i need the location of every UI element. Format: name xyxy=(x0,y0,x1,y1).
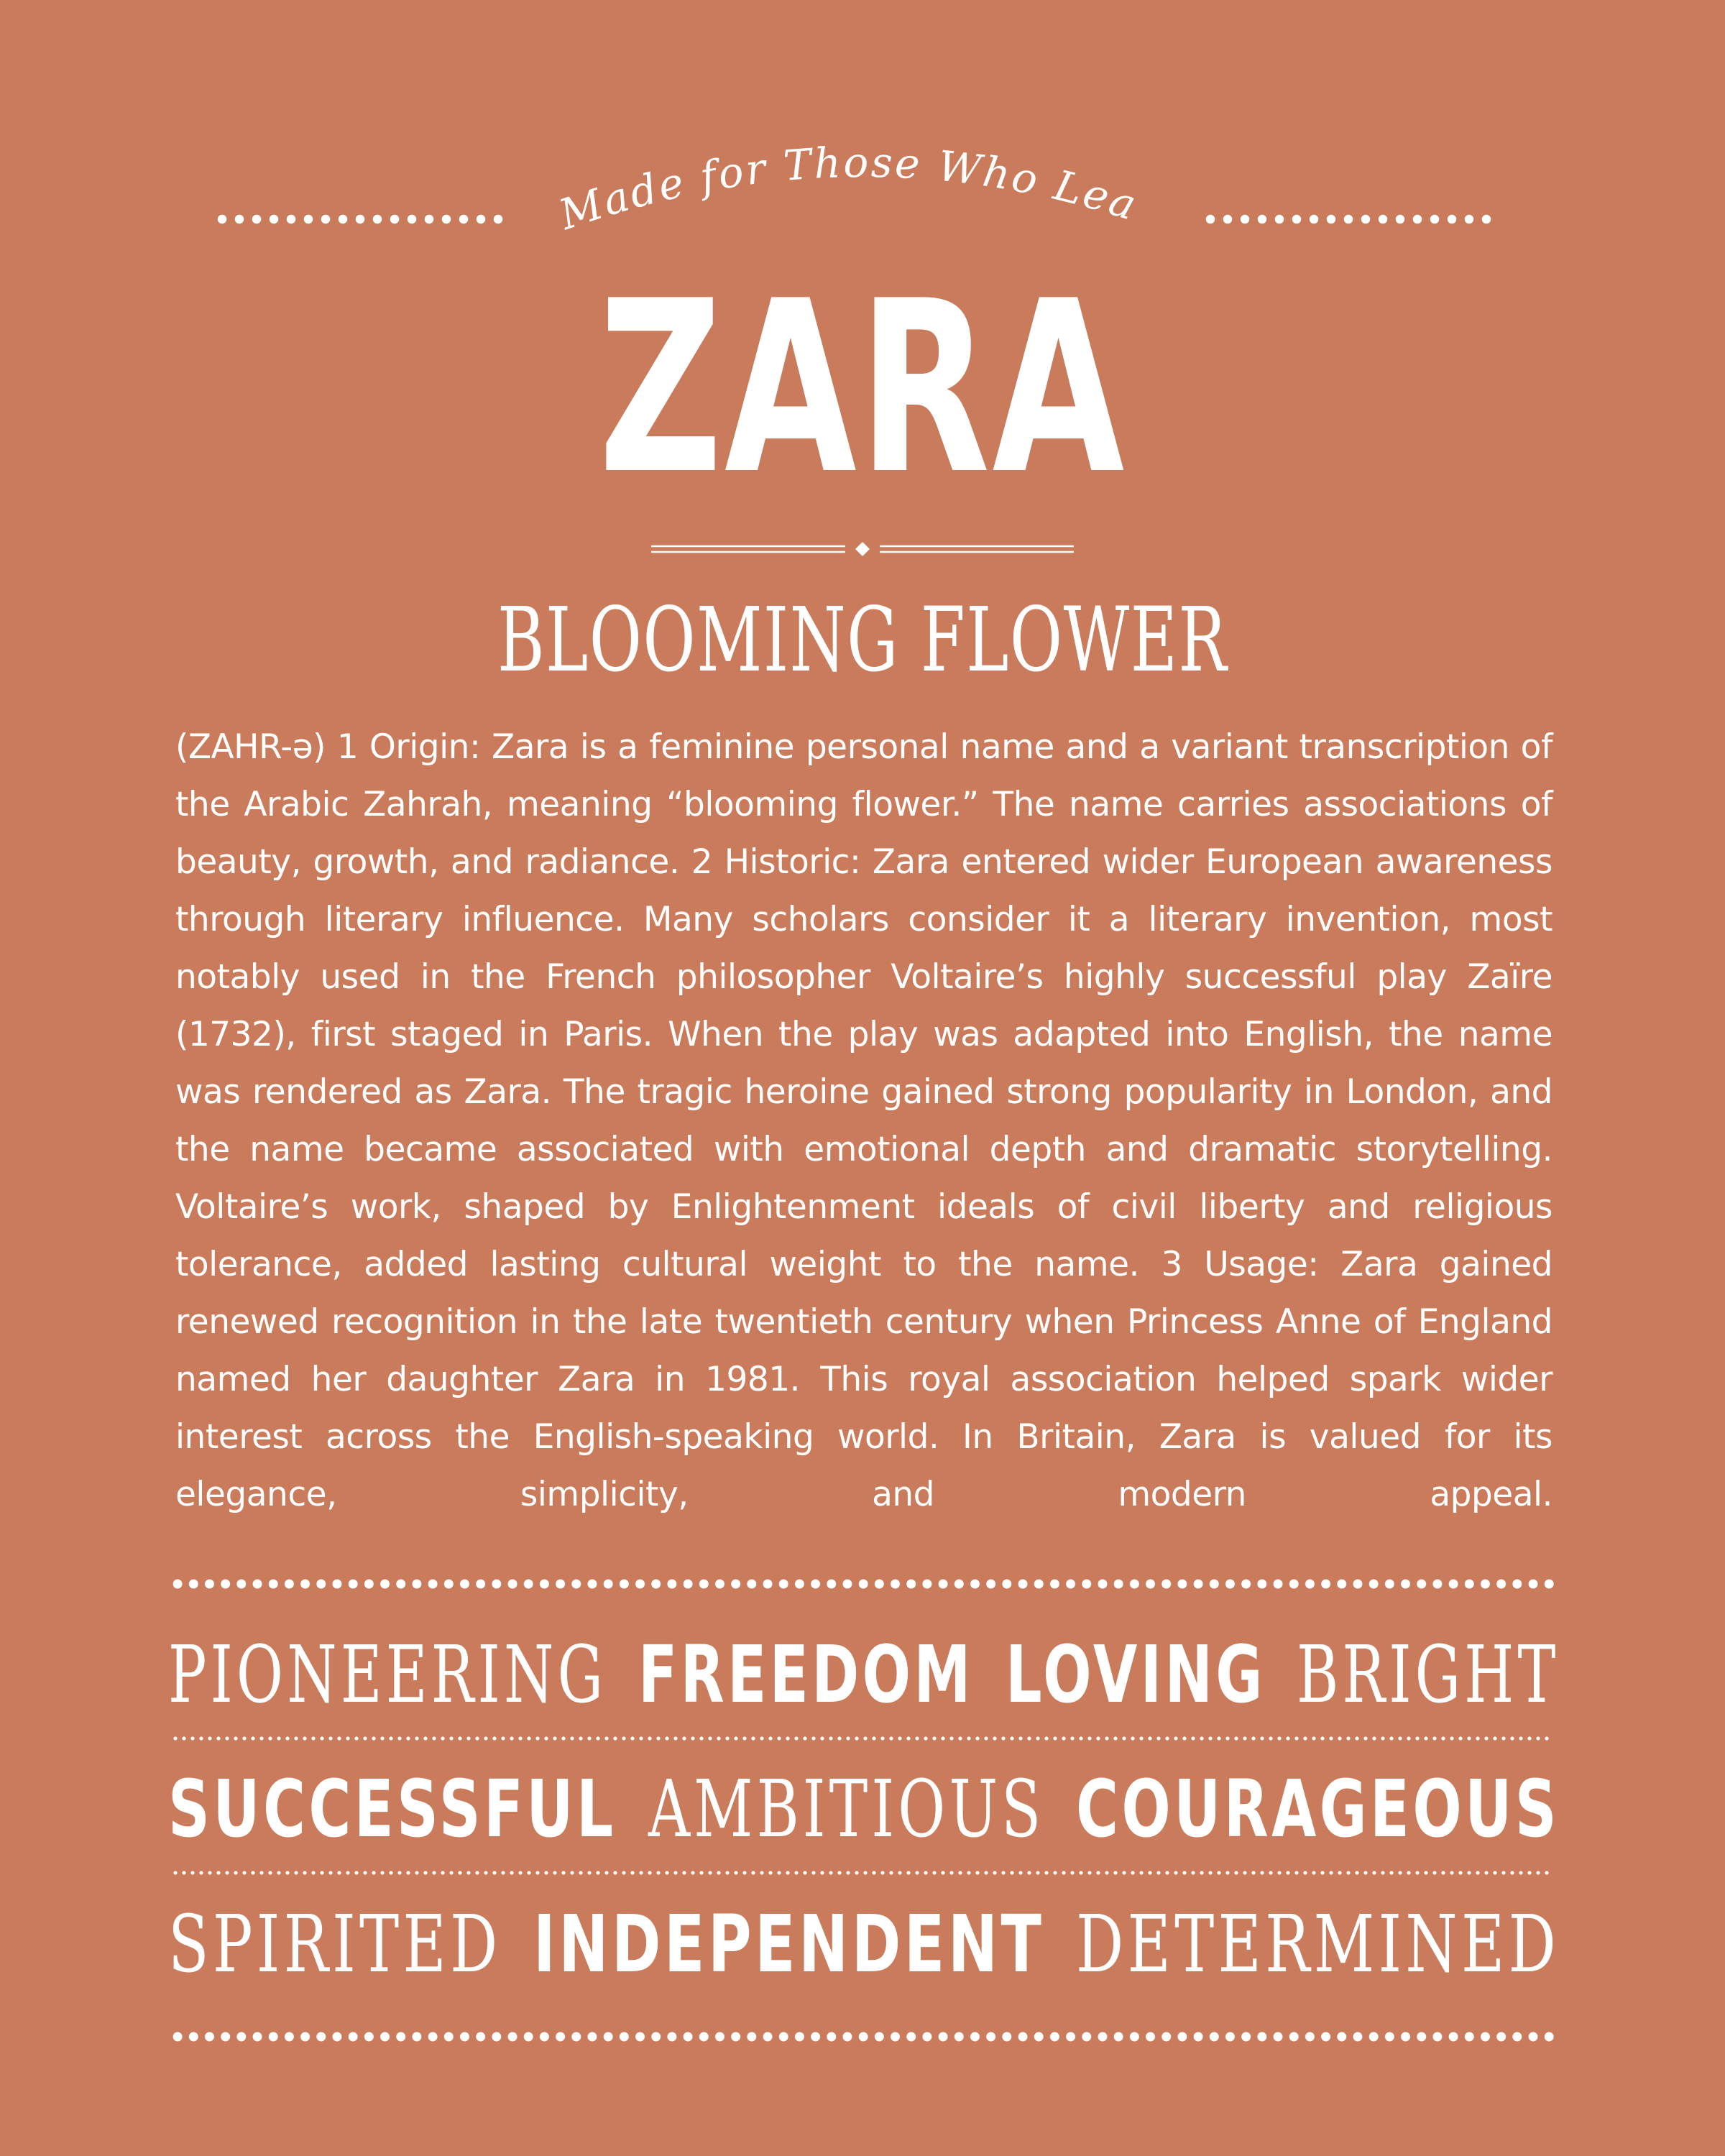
traits-row-1 xyxy=(168,1624,1560,1725)
trait-word: PIONEERING xyxy=(168,1628,607,1720)
tagline-dots-left xyxy=(213,213,508,226)
trait-word: FREEDOM xyxy=(638,1628,974,1720)
trait-word: COURAGEOUS xyxy=(1075,1763,1560,1855)
name-meaning: BLOOMING FLOWER xyxy=(497,589,1228,692)
name-title: ZARA xyxy=(598,250,1127,526)
trait-word: AMBITIOUS xyxy=(648,1763,1044,1855)
tagline-textpath: Made for Those Who Lead xyxy=(193,83,1144,240)
fine-dotted-rule-1 xyxy=(171,1736,1551,1741)
trait-word: DETERMINED xyxy=(1075,1898,1560,1990)
dotted-rule-top xyxy=(170,1577,1558,1590)
traits-row-3 xyxy=(168,1894,1560,1994)
dotted-rule-bottom xyxy=(170,2030,1558,2043)
trait-word: SUCCESSFUL xyxy=(168,1763,617,1855)
fine-dotted-rule-2 xyxy=(171,1870,1551,1876)
trait-word: SPIRITED xyxy=(168,1898,502,1990)
diamond-divider-icon xyxy=(651,540,1074,558)
trait-word: INDEPENDENT xyxy=(533,1898,1044,1990)
traits-row-2 xyxy=(168,1759,1560,1859)
ornament-divider xyxy=(651,540,1074,558)
name-description: (ZAHR-ə) 1 Origin: Zara is a feminine personal name and a variant transcription of the Arabic Zahrah, meaning “blooming flower.” The name carries associations of beauty, growth, and radiance. 2 Historic: Zara entered wider European awareness through literary influence. Many scholars consider it a literary invention, most notably used in the French philosopher Voltaire’s highly successful play Zaïre (1732), first staged in Paris. When the play was adapted into English, the name was rendered as Zara. The tragic heroine gained strong popularity in London, and the name became associated with emotional depth and dramatic storytelling. Voltaire’s work, shaped by Enlightenment ideals of civil liberty and religious tolerance, added lasting cultural weight to the name. 3 Usage: Zara gained renewed recognition in the late twentieth century when Princess Anne of England named her daughter Zara in 1981. This royal association helped spark wider interest across the English-speaking world. In Britain, Zara is valued for its elegance, simplicity, and modern appeal. xyxy=(175,727,1552,1514)
trait-word: LOVING xyxy=(1005,1628,1266,1720)
tagline-dots-right xyxy=(1202,213,1496,226)
trait-word: BRIGHT xyxy=(1297,1628,1560,1720)
